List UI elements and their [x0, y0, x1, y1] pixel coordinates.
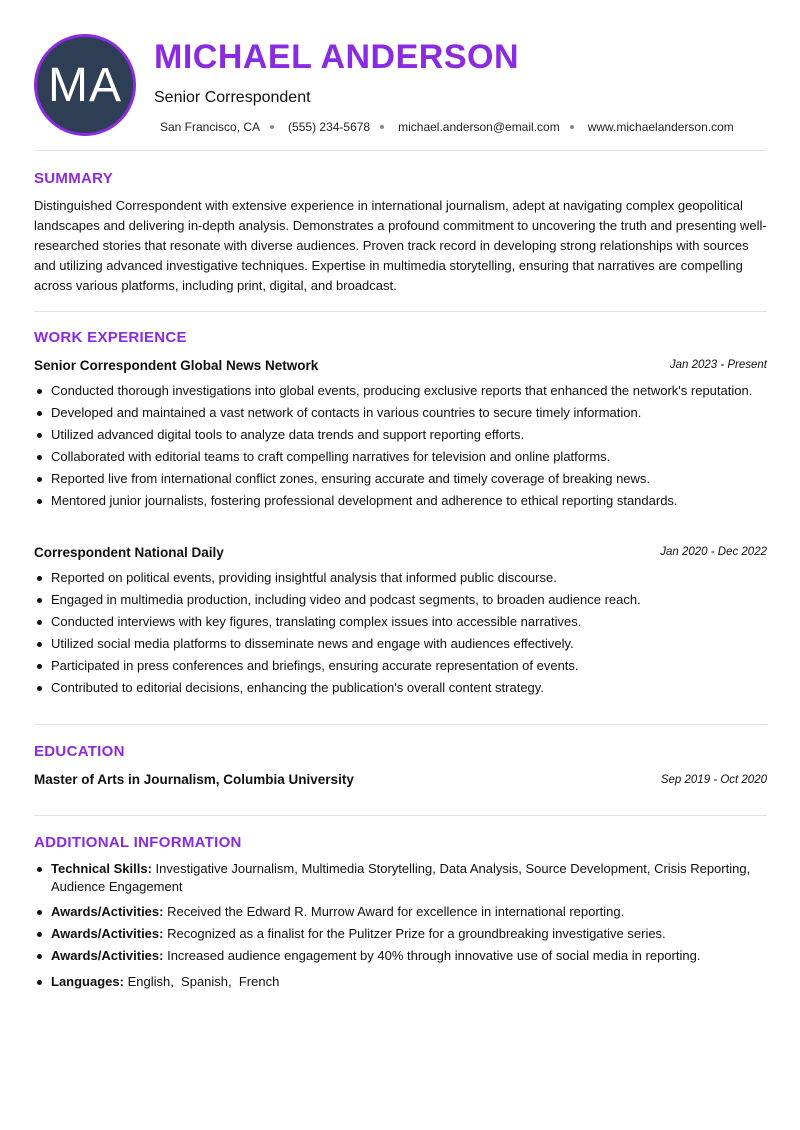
divider	[34, 150, 767, 151]
candidate-role: Senior Correspondent	[154, 89, 311, 106]
divider	[34, 724, 767, 725]
list-item	[34, 860, 767, 896]
info-label: Awards/Activities:	[51, 904, 164, 919]
degree-title: Master of Arts in Journalism, Columbia University	[34, 772, 354, 787]
info-text: Investigative Journalism, Multimedia Storytelling, Data Analysis, Source Development, Crisis Reporting, Audience Engagement	[51, 861, 751, 894]
list-item: Mentored junior journalists, fostering professional development and adherence to ethical reporting standards.	[34, 492, 754, 510]
separator-dot	[270, 125, 274, 129]
experience-heading: WORK EXPERIENCE	[34, 329, 187, 346]
resume-header	[34, 34, 767, 138]
summary-heading: SUMMARY	[34, 170, 114, 187]
list-item: Reported on political events, providing insightful analysis that informed public discourse.	[34, 569, 754, 587]
additional-list	[34, 860, 767, 991]
info-label: Awards/Activities:	[51, 926, 164, 941]
summary-text: Distinguished Correspondent with extensive experience in international journalism, adept at navigating complex geopolitical landscapes and delivering in-depth analysis. Demonstrates a profound commitment to uncovering the truth and presenting well-researched stories that resonate with diverse audiences. Proven track record in developing strong relationships with sources and utilizing advanced investigative techniques. Expertise in multimedia storytelling, ensuring that narratives are compelling across various platforms, including print, digital, and broadcast.	[34, 198, 767, 293]
job-date: Jan 2023 - Present	[669, 359, 767, 371]
job-bullets	[34, 569, 754, 697]
education-date: Sep 2019 - Oct 2020	[660, 774, 767, 786]
contact-phone: (555) 234-5678	[288, 120, 371, 134]
education-heading: EDUCATION	[34, 743, 125, 760]
job-date: Jan 2020 - Dec 2022	[660, 546, 767, 558]
contact-email[interactable]: michael.anderson@email.com	[398, 120, 560, 134]
list-item: Collaborated with editorial teams to craft compelling narratives for television and online platforms.	[34, 448, 754, 466]
contact-website[interactable]: www.michaelanderson.com	[587, 120, 734, 134]
list-item: Utilized advanced digital tools to analyze data trends and support reporting efforts.	[34, 426, 754, 444]
list-item: Participated in press conferences and briefings, ensuring accurate representation of events.	[34, 657, 754, 675]
list-item: Engaged in multimedia production, including video and podcast segments, to broaden audience reach.	[34, 591, 754, 609]
divider	[34, 815, 767, 816]
info-text: Increased audience engagement by 40% through innovative use of social media in reporting.	[163, 948, 701, 963]
job-header	[34, 358, 767, 376]
info-label: Awards/Activities:	[51, 948, 164, 963]
education-entry	[34, 772, 767, 787]
list-item	[34, 903, 767, 921]
info-label: Languages:	[51, 974, 124, 989]
job-header	[34, 545, 767, 563]
contact-location: San Francisco, CA	[160, 120, 261, 134]
candidate-name: MICHAEL ANDERSON	[154, 38, 520, 76]
info-text: Received the Edward R. Murrow Award for excellence in international reporting.	[163, 904, 625, 919]
divider	[34, 311, 767, 312]
job-bullets	[34, 382, 754, 510]
separator-dot	[570, 125, 574, 129]
avatar: MA	[34, 34, 136, 136]
list-item: Developed and maintained a vast network of contacts in various countries to secure timely information.	[34, 404, 754, 422]
job-title: Senior Correspondent Global News Network	[34, 358, 319, 373]
list-item: Conducted interviews with key figures, translating complex issues into accessible narratives.	[34, 613, 754, 631]
list-item	[34, 925, 767, 943]
list-item: Utilized social media platforms to disseminate news and engage with audiences effectively.	[34, 635, 754, 653]
list-item	[34, 973, 767, 991]
info-text: Recognized as a finalist for the Pulitzer Prize for a groundbreaking investigative series.	[163, 926, 666, 941]
list-item: Contributed to editorial decisions, enhancing the publication's overall content strategy.	[34, 679, 754, 697]
list-item: Reported live from international conflict zones, ensuring accurate and timely coverage of breaking news.	[34, 470, 754, 488]
info-text: English, Spanish, French	[123, 974, 280, 989]
list-item	[34, 947, 767, 965]
job-title: Correspondent National Daily	[34, 545, 224, 560]
list-item: Conducted thorough investigations into global events, producing exclusive reports that enhanced the network's reputation.	[34, 382, 754, 400]
separator-dot	[380, 125, 384, 129]
additional-heading: ADDITIONAL INFORMATION	[34, 834, 242, 851]
contact-line	[160, 120, 734, 134]
info-label: Technical Skills:	[51, 861, 152, 876]
